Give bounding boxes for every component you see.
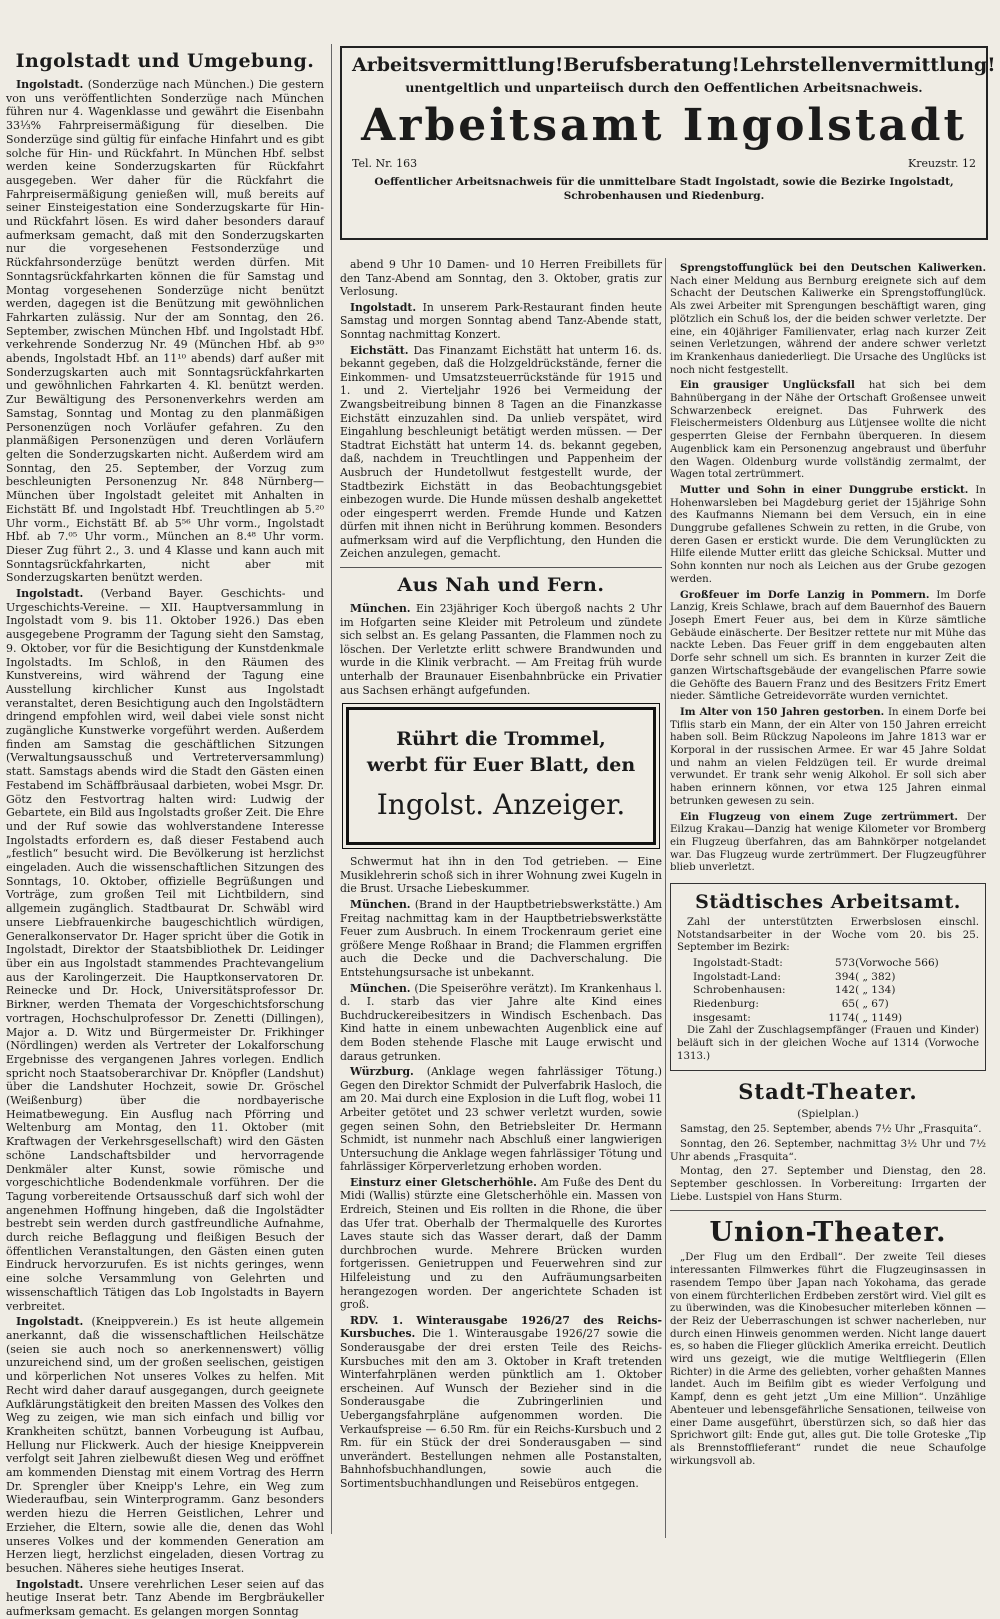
article-text: In einem Dorfe bei Tiflis starb ein Mann, der ein Alter von 150 Jahren erreicht haben soll. Beim Rückzug Napoleons im Jahre 1813 war er Korporal in der russischen Armee. Er war 45 Jahre Soldat und nahm an vielen Feldzügen teil. Er wurde dreimal verwundet. Er trank sehr wenig Alkohol. Er soll sich aber haben erinnern können, vor etwa 125 Jahren einmal betrunken gewesen zu sein. [670,706,986,807]
article-text: Das Finanzamt Eichstätt hat unterm 16. ds. bekannt gegeben, daß die Holzgeldrückstände, ferner die Einkommen- und Umsatzsteuerrückstände für 1915 und 1. und 2. Vierteljahr 1926 bei Vermeidung der Zwangsbeitreibung binnen 8 Tagen an die Finanzkasse Eichstätt einzuzahlen sind. Da unlieb verspätet, wird Eingahlung beschleunigt betätigt werden müssen. — Der Stadtrat Eichstätt hat unterm 14. ds. bekannt gegeben, daß, nachdem in Treuchtlingen und Pappenheim der Ausbruch der Hundetollwut festgestellt wurde, der Stadtbezirk Eichstätt in das Beobachtungsgebiet einbezogen wurde. Die Hunde müssen deshalb angekettet oder eingesperrt werden. Fremde Hunde und Katzen dürfen mit ihnen nicht in Berührung kommen. Besonders aufmerksam wird auf die Verpflichtung, den Hunden die Zeichen anzulegen, gemacht. [340,343,662,561]
right-column [670,262,986,1532]
article-paragraph [670,484,986,587]
article-lead: Würzburg. [350,1065,414,1079]
trommel-advertisement [346,707,656,845]
article-text: In Hohenwarsleben bei Magdeburg geriet der 15jährige Sohn des Kaufmanns Niemann bei dem Versuch, ein in eine Dunggrube gefallenes Schwein zu retten, in die Grube, von deren Gasen er erstickt wurde. Die dem Verunglückten zu Hilfe eilende Mutter erlitt das gleiche Schicksal. Mutter und Sohn konnten nur noch als Leichen aus der Grube gezogen werden. [670,484,986,585]
arbeitsamt-outro: Die Zahl der Zuschlagsempfänger (Frauen und Kinder) beläuft sich in der gleichen Woche auf 1314 (Vorwoche 1313.) [677,1025,979,1062]
article-paragraph [340,602,662,697]
column-divider [331,44,332,1534]
article-paragraph [6,1578,324,1619]
section-heading-aus-nah-und-fern: Aus Nah und Fern. [397,574,605,597]
article-paragraph [340,1065,662,1174]
article-lead: Ein grausiger Unglücksfall [680,379,855,392]
section-heading-ingolstadt: Ingolstadt und Umgebung. [15,50,315,72]
left-articles [6,78,324,1619]
program-entry: Sonntag, den 26. September, nachmittag 3½ Uhr und 7½ Uhr abends „Frasquita“. [670,1138,986,1163]
stadttheater-heading: Stadt-Theater. [738,1079,918,1105]
article-paragraph [340,982,662,1064]
table-row [693,1012,979,1026]
table-cell-prev: ( „ 134) [855,984,896,997]
program-entry: Samstag, den 25. September, abends 7½ Uhr „Frasquita“. [680,1124,982,1136]
article-text: Der Eilzug Krakau—Danzig hat wenige Kilometer vor Bromberg ein Flugzeug überfahren, das am Bahnkörper notgelandet war. Das Flugzeug wurde zertrümmert. Der Flugzeugführer blieb unverletzt. [670,811,986,874]
article-paragraph [340,301,662,342]
ad-title: Arbeitsamt Ingolstadt [361,100,967,151]
article-lead: Eichstätt. [350,343,409,357]
divider [670,1210,986,1211]
article-text: In unserem Park-Restaurant finden heute Samstag und morgen Sonntag abend Tanz-Abende statt, Sonntag nachmittag Konzert. [340,300,662,341]
article-paragraph [340,1314,662,1491]
article-lead: Ingolstadt. [16,1315,84,1329]
article-lead: Ingolstadt. [16,587,84,601]
ad-telephone: Tel. Nr. 163 [352,157,418,170]
article-paragraph [670,262,986,377]
union-theater-text: „Der Flug um den Erdball“. Der zweite Teil dieses interessanten Filmwerkes führt die Flugzeuginsassen in rasendem Tempo über Japan nach Yokohama, das gerade von einem fürchterlichen Erdbeben zerstört wird. Viel gilt es zu überwinden, was die Kinobesucher miterleben können — der Reiz der Ueberraschungen ist schwer nacherleben, nur durch einen Hinweis genommen werden. Nicht lange dauert es, so haben die Flieger glücklich Amerika erreicht. Deutlich wird uns gezeigt, wie die mutige Weltfliegerin (Ellen Richter) in die Arme des geliebten, vorher gehaßten Mannes landet. Auch im Beifilm gibt es wieder Verfolgung und Kampf, denn es geht jetzt „Um eine Million“. Unzählige Abenteuer und lebensgefährliche Sensationen, teilweise von einer Dame ausgeführt, überstürzen sich, so daß hier das Sprichwort gilt: Ende gut, alles gut. Die tolle Groteske „Tip als Brennstofflieferant“ rundet die neue Schaufolge wirkungsvoll ab. [670,1252,986,1467]
trommel-line-3: Ingolst. Anzeiger. [376,788,626,822]
article-text: (Die Speiseröhre verätzt). Im Krankenhaus l. d. I. starb das vier Jahre alte Kind eines Buchdruckereibesitzers in Windisch Eschenbach. Das Kind hatte in einem unbewachten Augenblick eine auf dem Boden stehende Flasche mit Lauge erwischt und daraus getrunken. [340,981,662,1063]
right-articles-top [670,262,986,875]
article-lead: München. [350,602,411,616]
stadttheater-program [670,1124,986,1204]
ad-subline: unentgeltlich und unparteiisch durch den Oeffentlichen Arbeitsnachweis. [405,80,923,95]
middle-articles-mid [340,602,662,697]
article-text: (Verband Bayer. Geschichts- und Urgeschichts-Vereine. — XII. Hauptversammlung in Ingolstadt vom 9. bis 11. Oktober 1926.) Das eben ausgegebene Programm der Tagung sieht den Samstag, 9. Oktober, vor für die Besichtigung der Kunstdenkmale Ingolstadts. Im Schloß, in den Räumen des Kunstvereins, wird während der Tagung eine Ausstellung kirchlicher Kunst aus Ingolstadt veranstaltet, deren Besichtigung auch den Ingolstädtern dringend empfohlen wird, weil dabei viele sonst nicht zugängliche Kunstwerke vorgeführt werden. Außerdem finden am Samstag die geschäftlichen Sitzungen (Verwaltungsausschuß und Vertreterversammlung) statt. Samstags abends wird die Stadt den Gästen einen Festabend im Schäffbräusaal darbieten, wobei Msgr. Dr. Götz den Festvortrag halten wird: Ludwig der Gebartete, ein Bild aus Ingolstadts großer Zeit. Die Ehre und der Ruf sowie das wohlverstandene Interesse Ingolstadts erfordern es, daß dieser Festabend auch „festlich“ besucht wird. Die Bevölkerung ist herzlichst eingeladen. Auch die wissenschaftlichen Sitzungen des Sonntags, 10. Oktober, offizielle Begrüßungen und Vorträge, zum großen Teil mit Lichtbildern, sind allgemein zugänglich. Stadtbaurat Dr. Schwäbl wird unsere Liebfrauenkirche baugeschichtlich würdigen, Generalkonservator Dr. Hager spricht über die Gotik in Ingolstadt, Direktor der Staatsbibliothek Dr. Leidinger über ein aus Ingolstadt stammendes Prachtevangelium aus der Karolingerzeit. Die Hauptkonservatoren Dr. Reinecke und Dr. Hock, Universitätsprofessor Dr. Birkner, werden Themata der Vorgeschichtsforschung vortragen, Hochschulprofessor Dr. Zenetti (Dillingen), Major a. D. Witz und Bürgermeister Dr. Frikhinger (Nördlingen) werden als Vertreter der Lokalforschung Ergebnisse des vergangenen Jahres vorlegen. Endlich spricht noch Staatsoberarchivar Dr. Knöpfler (Landshut) über die Landshuter Hochzeit, sowie Dr. Gröschel (Weißenburg) über die nordbayerische Heimatbewegung. Ein Ausflug nach Pförring und Weltenburg am Montag, den 11. Oktober (mit Kraftwagen der Verkehrsgesellschaft) wird den Gästen schöne Landschaftsbilder und hervorragende Denkmäler alter Kunst, sowie römische und vorgeschichtliche Bodendenkmale vorführen. Der die Tagung vorbereitende Ortsausschuß darf sich wohl der angenehmen Hoffnung hingeben, daß die Ingolstädter bestrebt sein werden durch gastfreundliche Aufnahme, durch reiche Beflaggung und fleißigen Besuch der öffentlichen Veranstaltungen, den Gästen einen guten Eindruck hervorzurufen. Es ist nichts geringes, wenn eine solche Versammlung von Gelehrten und wissenschaftlich Tätigen das Lob Ingolstadts in Bayern verbreitet. [6,587,324,1313]
union-theater-heading: Union-Theater. [709,1217,947,1249]
arbeitsamt-advertisement [340,46,996,240]
middle-articles-bottom [340,855,662,1490]
article-paragraph [670,589,986,704]
trommel-line-2: werbt für Euer Blatt, den [366,754,636,777]
article-lead: Mutter und Sohn in einer Dunggrube erstickt. [680,483,969,496]
article-paragraph [670,379,986,482]
ad-address: Kreuzstr. 12 [908,157,976,170]
article-lead: Ingolstadt. [350,300,417,314]
ad-services-line [352,54,996,76]
arbeitsamt-statistics [670,883,986,1071]
article-paragraph [340,344,662,562]
ad-service-1: Arbeitsvermittlung! [352,54,564,76]
article-text: abend 9 Uhr 10 Damen- und 10 Herren Freibillets für den Tanz-Abend am Sonntag, den 3. Oktober, gratis zur Verlosung. [340,258,662,299]
article-paragraph [340,1176,662,1312]
article-text: (Kneippverein.) Es ist heute allgemein anerkannt, daß die wissenschaftlichen Heilschätze (seien sie auch noch so anerkennenswert) völlig unzureichend sind, um der großen seelischen, geistigen und körperlichen Not unseres Volkes zu helfen. Mit Recht wird daher darauf ausgegangen, durch geeignete Aufklärungstätigkeit den breiten Massen des Volkes den Weg zu zeigen, wie man sich einfach und billig vor Krankheiten schützt, bannen Vorbeugung ist Aufbau, Hellung nur Flickwerk. Auch der hiesige Kneippverein verfolgt seit Jahren zielbewußt diesen Weg und eröffnet am kommenden Dienstag mit einem Vortrag des Herrn Dr. Sprengler über Kneipp's Lehre, ein Weg zum Wiederaufbau, sein Winterprogramm. Ganz besonders werden hiezu die Herren Geistlichen, Lehrer und Erzieher, die Eltern, sowie alle die, denen das Wohl unseres Volkes und der kommenden Generation am Herzen liegt, herzlichst eingeladen, diesen Vortrag zu besuchen. Näheres siehe heutiges Inserat. [6,1315,324,1575]
arbeitsamt-heading: Städtisches Arbeitsamt. [695,891,961,914]
article-text: Ein 23jähriger Koch übergoß nachts 2 Uhr im Hofgarten seine Kleider mit Petroleum und zündete sich selbst an. Es gelang Passanten, die Flammen noch zu löschen. Der Verletzte erlitt schwere Brandwunden und wurde in die Klinik verbracht. — Am Freitag früh wurde unterhalb der Braunauer Eisenbahnbrücke ein Privatier aus Sachsen erhängt aufgefunden. [340,602,662,697]
article-paragraph [670,811,986,876]
article-text: Im Dorfe Lanzig, Kreis Schlawe, brach auf dem Bauernhof des Bauern Joseph Emert Feuer aus, bei dem in Kürze sämtliche Gebäude einäscherte. Der Besitzer rettete nur mit Mühe das nackte Leben. Das Feuer griff in dem enggebauten alten Dorfe sehr schnell um sich. Es brannten in kurzer Zeit die ganzen Wirtschaftsgebäude der evangelischen Pfarre sowie die Gehöfte des Bauern Franz und des Besitzers Fritz Emert nieder. Sämtliche Getreidevorräte wurden vernichtet. [670,589,986,703]
article-text: (Brand in der Hauptbetriebswerkstätte.) Am Freitag nachmittag kam in der Hauptbetriebswerkstätte Feuer zum Ausbruch. In einem Trockenraum geriet eine größere Menge Roßhaar in Brand; die Flammen ergriffen auch die Decke und die Dachverschalung. Die Entstehungsursache ist unbekannt. [340,898,662,979]
table-cell-prev: ( „ 382) [855,970,896,983]
article-text: hat sich bei dem Bahnübergang in der Nähe der Ortschaft Großensee unweit Schwarzenbeck ereignet. Das Fuhrwerk des Fleischermeisters Oldenburg aus Lütjensee wollte die nicht gesperrten Gleise der Fernbahn überqueren. In diesem Augenblick kam ein Personenzug angebraust und überfuhr den Wagen. Oldenburg wurde vollständig zermalmt, der Wagen total zertrümmert. [670,380,986,481]
table-cell-value: 573 [835,957,856,970]
article-text: (Anklage wegen fahrlässiger Tötung.) Gegen den Direktor Schmidt der Pulverfabrik Hasloch, die am 20. Mai durch eine Explosion in die Luft flog, wobei 11 Arbeiter getötet und 23 schwer verletzt wurden, sowie gegen seinen Sohn, den Betriebsleiter Dr. Hermann Schmidt, ist nunmehr nach Abschluß einer langwierigen Untersuchung die Anklage wegen fahrlässiger Tötung und fahrlässiger Körperverletzung erhoben worden. [340,1065,662,1174]
article-paragraph [340,258,662,299]
arbeitsamt-intro: Zahl der unterstützten Erwerbslosen einschl. Notstandsarbeiter in der Woche vom 20. bis 25. September im Bezirk: [677,917,979,954]
article-text: Die 1. Winterausgabe 1926/27 sowie die Sonderausgabe der drei ersten Teile des Reichs-Kursbuches mit den am 3. Oktober in Kraft tretenden Winterfahrplänen werden pünktlich am 1. Oktober erscheinen. Auf Wunsch der Bezieher sind in die Sonderausgabe die Zubringerlinien und Uebergangsfahrpläne aufgenommen worden. Die Verkaufspreise — 6.50 Rm. für ein Reichs-Kursbuch und 2 Rm. für ein Stück der drei Sonderausgaben — sind unverändert. Bestellungen nehmen alle Postanstalten, Bahnhofsbuchhandlungen, sowie auch die Sortimentsbuchhandlungen und Reisebüros entgegen. [340,1327,662,1490]
article-lead: Im Alter von 150 Jahren gestorben. [680,705,885,718]
article-lead: München. [350,981,411,995]
article-paragraph [340,855,662,896]
table-cell-name: Ingolstadt-Stadt: [693,957,783,970]
article-paragraph [670,706,986,809]
article-paragraph [6,587,324,1313]
article-text: Am Fuße des Dent du Midi (Wallis) stürzte eine Gletscherhöhle ein. Massen von Erdreich, Steinen und Eis rollten in die Rhone, die über das Ufer trat. Oberhalb der Thermalquelle des Kurortes Laves staute sich das Wasser derart, daß der Damm durchbrochen wurde. Mehrere Brücken wurden fortgerissen. Genietruppen und Feuerwehren sind zur Hilfeleistung und zu den Aufräumungsarbeiten herangezogen worden. Der angerichtete Schaden ist groß. [340,1175,663,1312]
stadttheater-subheading: (Spielplan.) [797,1108,859,1121]
left-column [6,44,324,1619]
table-cell-name: Riedenburg: [693,997,759,1010]
article-lead: Ein Flugzeug von einem Zuge zertrümmert. [680,810,958,823]
ad-footer: Oeffentlicher Arbeitsnachweis für die unmittelbare Stadt Ingolstadt, sowie die Bezirke Ingolstadt, Schrobenhausen und Riedenburg. [374,176,954,202]
table-cell-value: 394 [835,970,856,983]
arbeitsamt-table [693,957,979,1025]
middle-column [340,258,662,1538]
ad-service-2: Berufsberatung! [563,54,740,76]
table-cell-prev: ( „ 1149) [855,1011,903,1024]
article-text: Unsere verehrlichen Leser seien auf das heutige Inserat betr. Tanz Abende im Bergbräukeller aufmerksam gemacht. Es gelangen morgen Sonntag [6,1577,324,1619]
article-lead: München. [350,898,411,911]
program-entry: Montag, den 27. September und Dienstag, den 28. September geschlossen. In Vorbereitung: Irrgarten der Liebe. Lustspiel von Hans Sturm. [670,1166,986,1203]
ad-contact [352,157,976,170]
table-cell-prev: ( „ 67) [855,997,889,1010]
table-cell-value: 1174 [828,1011,856,1024]
table-cell-name: Schrobenhausen: [693,984,786,997]
middle-articles-top [340,258,662,561]
table-cell-value: 142 [835,984,856,997]
article-lead: Ingolstadt. [16,78,84,91]
article-lead: RDV. 1. Winterausgabe 1926/27 des Reichs-Kursbuches. [340,1313,662,1341]
table-row [693,971,979,985]
ad-service-3: Lehrstellenvermittlung! [739,54,996,76]
article-paragraph [6,78,324,585]
article-lead: Großfeuer im Dorfe Lanzig in Pommern. [680,588,930,601]
article-lead: Sprengstoffunglück bei den Deutschen Kaliwerken. [680,262,986,274]
divider [340,567,662,568]
article-lead: Einsturz einer Gletscherhöhle. [350,1175,537,1189]
article-paragraph [6,1315,324,1575]
table-row [693,998,979,1012]
trommel-line-1: Rührt die Trommel, [396,728,606,751]
table-cell-value: 65 [841,997,856,1010]
article-text: Schwermut hat ihn in den Tod getrieben. — Eine Musiklehrerin schoß sich in ihrer Wohnung zwei Kugeln in die Brust. Ursache Liebeskummer. [340,855,662,896]
article-text: Nach einer Meldung aus Bernburg ereignete sich auf dem Schacht der Deutschen Kaliwerke ein Sprengstoffunglück. Als zwei Arbeiter mit Sprengungen beschäftigt waren, ging plötzlich ein Schuß los, der die beiden schwer verletzte. Der eine, ein 40jähriger Familienvater, erlag nach kurzer Zeit seinen Verletzungen, während der andere schwer verletzt im Krankenhaus daniederliegt. Die Ursache des Unglücks ist noch nicht festgestellt. [670,275,986,376]
table-cell-name: Ingolstadt-Land: [693,970,781,983]
table-cell-name: insgesamt: [693,1011,751,1024]
column-divider [665,258,666,1538]
table-row [693,984,979,998]
article-lead: Ingolstadt. [16,1577,84,1591]
article-paragraph [340,898,662,980]
table-row [693,957,979,971]
article-text: (Sonderzüge nach München.) Die gestern von uns veröffentlichten Sonderzüge nach München führen nur 4. Wagenklasse und gewährt die Eisenbahn 33⅓% Fahrpreisermäßigung für dieselben. Die Sonderzüge sind gültig für einfache Hinfahrt und es gibt solche für Hin- und Rückfahrt. In München Hbf. selbst werden keine Sonderzugskarten für Rückfahrt ausgegeben. Wer daher für die Rückfahrt die Fahrpreisermäßigung genießen will, muß bereits auf seiner Einsteigestation eine Sonderzugskarte für Hin- und Rückfahrt lösen. Es wird daher besonders darauf aufmerksam gemacht, daß mit den Sonderzugskarten nur die vorgesehenen Festsonderzüge und Rückfahrsonderzüge benützt werden dürfen. Mit Sonntagsrückfahrkarten können die für Samstag und Montag vorgesehenen Sonderzüge nicht benützt werden, dagegen ist die Benützung mit gewöhnlichen Fahrkarten zulässig. Nur der am Sonntag, den 26. September, zwischen München Hbf. und Ingolstadt Hbf. verkehrende Sonderzug Nr. 49 (München Hbf. ab 9³⁰ abends, Ingolstadt Hbf. an 11¹⁰ abends) darf außer mit Sonderzugskarten auch mit Sonntagsrückfahrkarten und gewöhnlichen Fahrkarten 4. Kl. benützt werden. Zur Bewältigung des Personenverkehrs werden am Samstag, Sonntag und Montag zu den planmäßigen Personenzügen noch Vorläufer gefahren. Zu den planmäßigen Personenzügen und deren Vorläufern gelten die Sonderzugskarten nicht. Außerdem wird am Sonntag, den 25. September, der Vorzug zum beschleunigten Personenzug Nr. 848 Nürnberg—München über Ingolstadt geleitet mit Anhalten in Eichstätt Bf. und Ingolstadt Hbf. Treuchtlingen ab 5.²⁰ Uhr vorm., Eichstätt Bf. ab 5⁵⁶ Uhr vorm., Ingolstadt Hbf. ab 7.⁰⁵ Uhr vorm., München an 8.⁴⁸ Uhr vorm. Dieser Zug führt 2., 3. und 4 Klasse und kann auch mit Sonntagsrückfahrkarten, nicht aber mit Sonderzugskarten benützt werden. [6,78,324,585]
table-cell-prev: (Vorwoche 566) [855,957,939,970]
